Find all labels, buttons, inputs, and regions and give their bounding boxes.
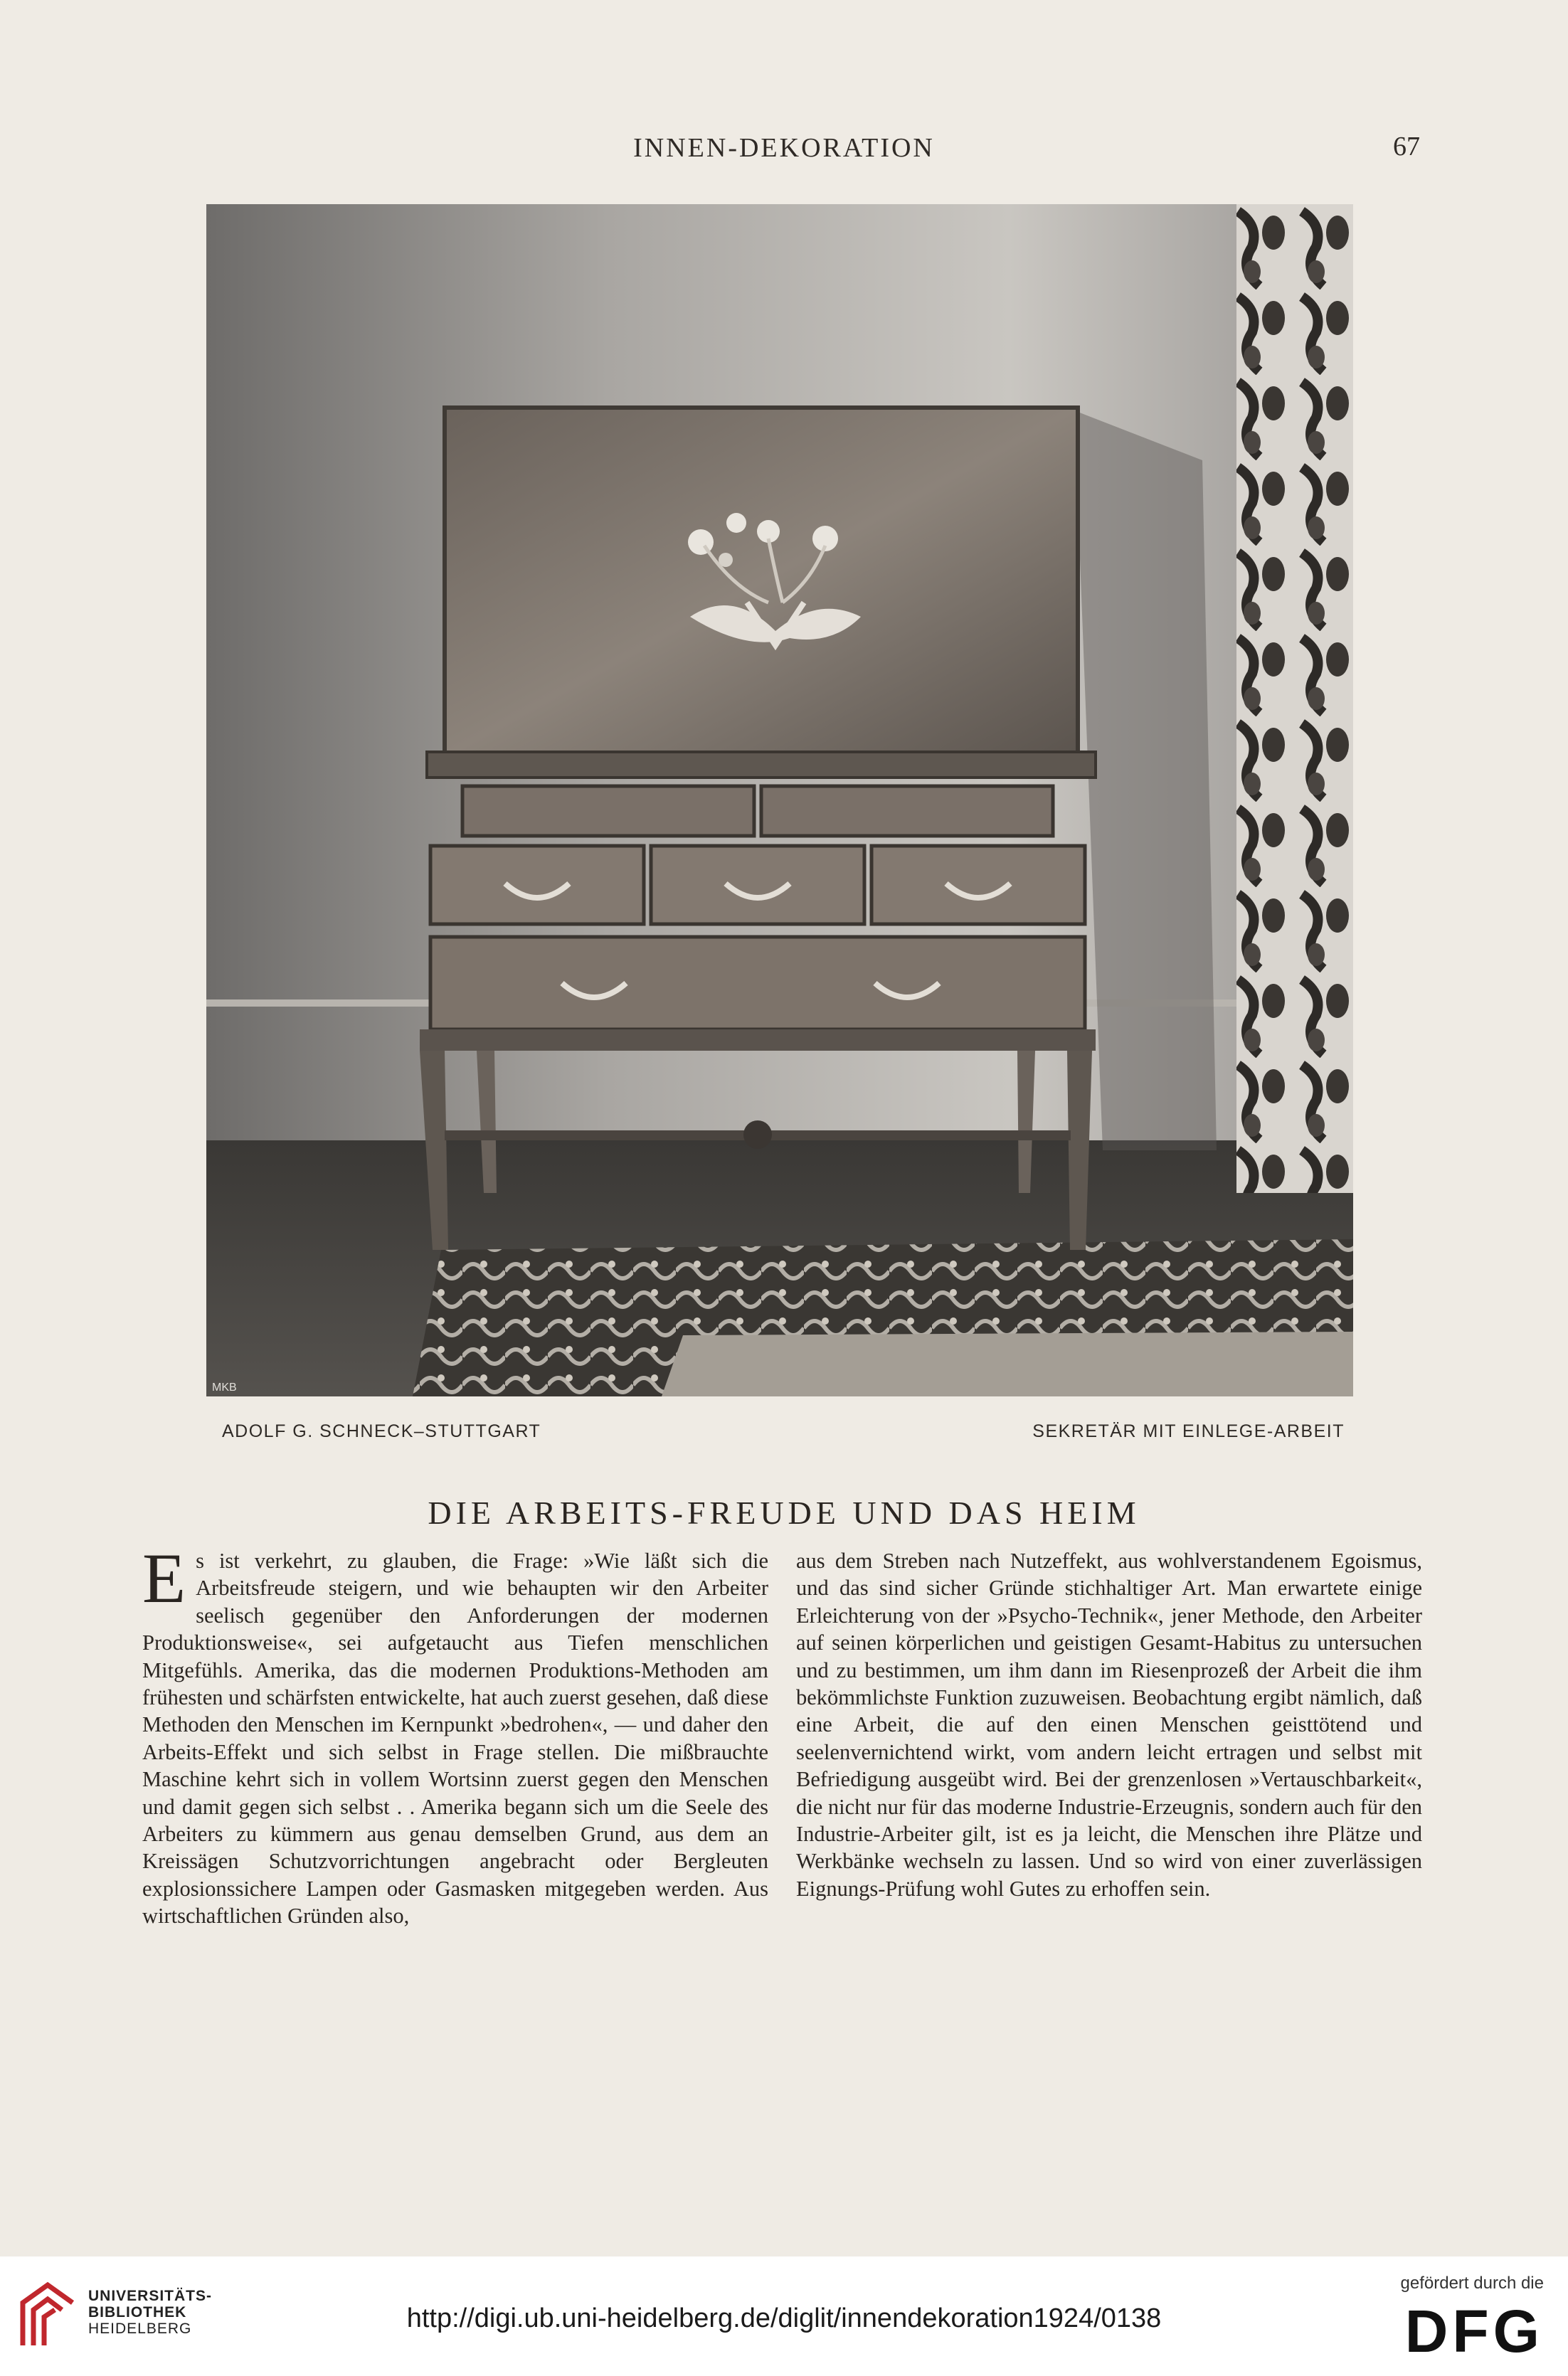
permalink-url[interactable]: http://digi.ub.uni-heidelberg.de/diglit/innendekoration1924/0138 bbox=[406, 2303, 1162, 2333]
drop-cap: E bbox=[142, 1539, 186, 1618]
furniture-photo bbox=[206, 204, 1353, 1396]
paragraph-left: s ist verkehrt, zu glauben, die Frage: »Wie läßt sich die Arbeitsfreude steigern, und wie behaupten wir den Arbeiter seelisch gegenüber den Anforderungen der modernen Produktionsweise«, sei aufgetaucht aus Tiefen menschlichen Mitgefühls. Amerika, das die modernen Produktions-Methoden am frühesten und schärfsten entwickelte, hat auch zuerst gesehen, daß diese Methoden den Menschen im Kernpunkt »bedrohen«, — und daher den Arbeits-Effekt und sich selbst in Frage stellen. Die mißbrauchte Maschine kehrt sich in vollem Wortsinn zuerst gegen den Menschen und damit gegen sich selbst . . Amerika begann sich um die Seele des Arbeiters zu kümmern aus genau demselben Grund, aus dem an Kreissägen Schutzvorrichtungen angebracht oder Bergleuten explosionssichere Lampen oder Gasmasken mitgegeben werden. Aus wirtschaftlichen Gründen also, bbox=[142, 1549, 768, 1929]
digitization-footer bbox=[0, 2256, 1568, 2376]
sponsor-label: gefördert durch die bbox=[1400, 2274, 1544, 2293]
library-name: UNIVERSITÄTS- BIBLIOTHEK HEIDELBERG bbox=[88, 2288, 213, 2337]
text-column-right bbox=[796, 1547, 1422, 1902]
paragraph-right: aus dem Streben nach Nutzeffekt, aus wohlverstandenem Egoismus, und das sind sicher Gründe stichhaltiger Art. Man erwartete einige Erleichterung von der »Psycho-Technik«, jener Methode, den Arbeiter auf seinen körperlichen und geistigen Gesamt-Habitus zu untersuchen und zu bestimmen, um ihm dann im Riesenprozeß der Arbeit die ihm bekömmlichste Funktion zuzuweisen. Beobachtung ergibt nämlich, daß eine Arbeit, die auf den einen Menschen geisttötend und seelenvernichtend wirkt, vom andern leicht ertragen und selbst mit Befriedigung ausgeübt wird. Bei der grenzenlosen »Vertauschbarkeit«, die nicht nur für das moderne Industrie-Erzeugnis, sondern auch für den Industrie-Arbeiter gilt, ist es ja leicht, die Menschen ihre Plätze und Werkbänke wechseln zu lassen. Und so wird von einer zuverlässigen Eignungs-Prüfung wohl Gutes zu erhoffen sein. bbox=[796, 1549, 1422, 1901]
article-title: DIE ARBEITS-FREUDE UND DAS HEIM bbox=[428, 1495, 1140, 1531]
page-number: 67 bbox=[1393, 132, 1420, 161]
dfg-logo: DFG bbox=[1404, 2298, 1544, 2365]
running-title: INNEN-DEKORATION bbox=[633, 133, 935, 163]
caption-author: ADOLF G. SCHNECK–STUTTGART bbox=[222, 1421, 541, 1441]
photo-monogram: MKB bbox=[212, 1381, 237, 1394]
text-column-left bbox=[142, 1539, 768, 1930]
caption-title: SEKRETÄR MIT EINLEGE-ARBEIT bbox=[1032, 1421, 1345, 1441]
